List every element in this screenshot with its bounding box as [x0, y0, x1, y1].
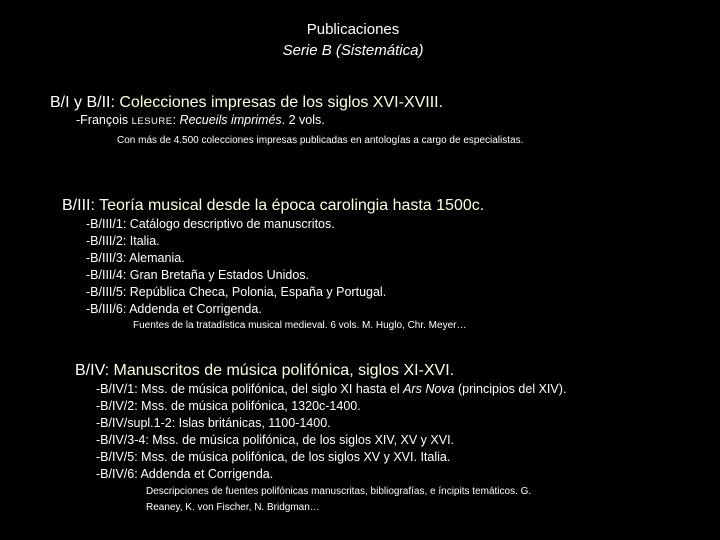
author-small-caps: LESURE	[131, 116, 173, 127]
list-item: -B/III/1: Catálogo descriptivo de manuscritos.	[86, 217, 335, 231]
slide-subtitle: Serie B (Sistemática)	[282, 42, 424, 59]
work-title: Recueils imprimés	[179, 113, 282, 127]
list-item: -B/III/2: Italia.	[86, 234, 160, 248]
list-item: -B/III/4: Gran Bretaña y Estados Unidos.	[86, 268, 310, 282]
section-title: Colecciones impresas de los siglos XVI-XVIII.	[119, 94, 444, 111]
list-item: -B/IV/2: Mss. de música polifónica, 1320c-1400.	[96, 399, 361, 413]
list-item: -B/IV/supl.1-2: Islas británicas, 1100-1400.	[96, 416, 331, 430]
list-item: -B/III/6: Addenda et Corrigenda.	[86, 302, 262, 316]
section-heading-bi-bii	[50, 93, 443, 113]
section-items-biii	[86, 216, 386, 318]
slide-title: Publicaciones	[306, 21, 400, 38]
ars-nova-italic: Ars Nova	[403, 382, 455, 396]
list-item: -B/III/5: República Checa, Polonia, España y Portugal.	[86, 285, 387, 299]
list-item: -B/III/3: Alemania.	[86, 251, 185, 265]
section-heading-biv	[75, 361, 454, 381]
section-code: B/III:	[62, 197, 100, 214]
section-note-biv	[146, 484, 531, 516]
list-item: -B/IV/3-4: Mss. de música polifónica, de los siglos XIV, XV y XVI.	[96, 433, 455, 447]
note-line: Descripciones de fuentes polifónicas manuscritas, bibliografías, e íncipits temáticos. G.	[146, 486, 532, 497]
section-heading-biii	[62, 196, 484, 216]
note-line: Reaney, K. von Fischer, N. Bridgman…	[146, 502, 320, 513]
section-note-biii: Fuentes de la tratadística musical medieval. 6 vols. M. Huglo, Chr. Meyer…	[133, 320, 467, 331]
section-items-biv	[96, 381, 566, 483]
list-item: -B/IV/1: Mss. de música polifónica, del siglo XI hasta el Ars Nova (principios del XIV).	[96, 382, 567, 396]
list-item: -B/IV/6: Addenda et Corrigenda.	[96, 467, 274, 481]
section-code: B/I y B/II:	[50, 94, 120, 111]
section-items-bi-bii	[76, 112, 325, 130]
list-item: -B/IV/5: Mss. de música polifónica, de los siglos XV y XVI. Italia.	[96, 450, 451, 464]
section-title: Manuscritos de música polifónica, siglos XI-XVI.	[113, 362, 455, 379]
section-title: Teoría musical desde la época carolingia hasta 1500c.	[99, 197, 485, 214]
section-note-bi-bii: Con más de 4.500 colecciones impresas publicadas en antologías a cargo de especialistas.	[117, 135, 524, 146]
list-item: -François LESURE: Recueils imprimés. 2 vols.	[76, 113, 325, 127]
section-code: B/IV:	[75, 362, 114, 379]
